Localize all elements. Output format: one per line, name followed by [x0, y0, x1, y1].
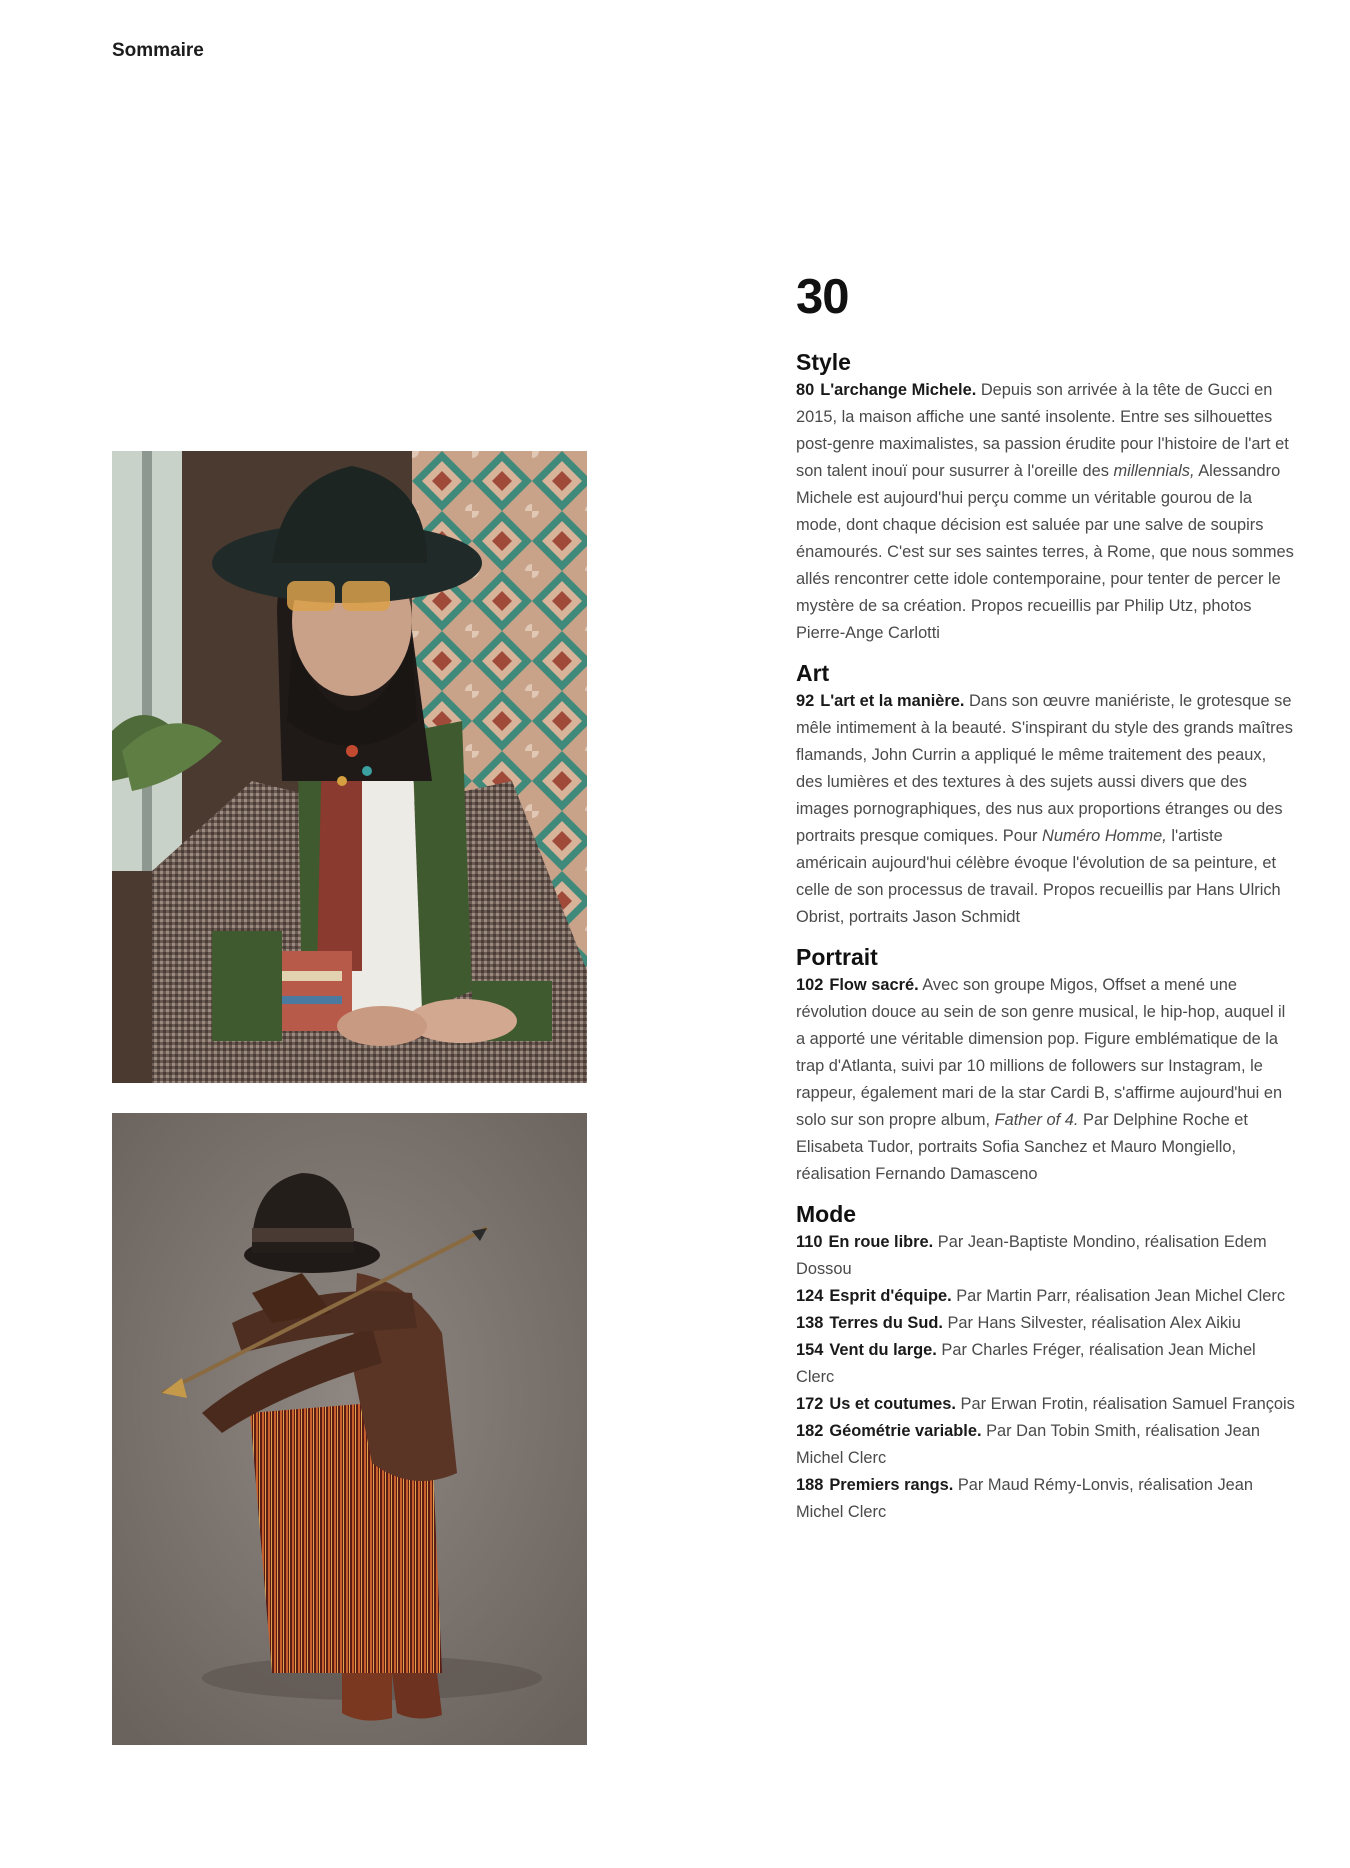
page-number: 138 [796, 1314, 824, 1332]
article-text: Par Jean-Baptiste Mondino, réalisation Edem Dossou [796, 1233, 1267, 1278]
article-title: Us et coutumes. [829, 1395, 956, 1413]
page-number: 182 [796, 1422, 824, 1440]
article-title: Esprit d'équipe. [829, 1287, 952, 1305]
toc-entry [796, 1229, 1296, 1283]
article-text-italic: Father of 4. [994, 1111, 1079, 1129]
section-title: Style [796, 349, 851, 375]
toc-entry [796, 377, 1296, 647]
article-title: L'archange Michele. [820, 381, 977, 399]
section-style [796, 348, 1296, 647]
article-text: Alessandro Michele est aujourd'hui perçu comme un véritable gourou de la mode, dont chaque décision est saluée par une salve de soupirs énamourés. C'est sur ses saintes terres, à Rome, que nous sommes allés rencontrer cette idole contemporaine, pour tenter de percer le mystère de sa création. Propos recueillis par Philip Utz, photos Pierre-Ange Carlotti [796, 462, 1294, 642]
article-text: Par Erwan Frotin, réalisation Samuel François [960, 1395, 1295, 1413]
page-number: 102 [796, 976, 824, 994]
portrait-photo-alessandro-michele [112, 451, 587, 1083]
article-text: Par Martin Parr, réalisation Jean Michel Clerc [956, 1287, 1286, 1305]
page-number: 188 [796, 1476, 824, 1494]
toc-entry [796, 1472, 1296, 1526]
toc-entry [796, 688, 1296, 931]
article-title: Vent du large. [829, 1341, 937, 1359]
article-text-italic: millennials, [1113, 462, 1195, 480]
section-title: Art [796, 660, 830, 686]
article-text: Par Dan Tobin Smith, réalisation Jean Michel Clerc [796, 1422, 1261, 1467]
article-title: Flow sacré. [829, 976, 919, 994]
article-text: Par Maud Rémy-Lonvis, réalisation Jean Michel Clerc [796, 1476, 1253, 1521]
article-title: Géométrie variable. [829, 1422, 982, 1440]
article-title: Terres du Sud. [829, 1314, 943, 1332]
toc-entry [796, 1283, 1296, 1310]
page-number: 110 [796, 1233, 823, 1251]
section-mode [796, 1200, 1296, 1526]
article-text: Dans son œuvre maniériste, le grotesque se mêle intimement à la beauté. S'inspirant du style des grands maîtres flamands, John Currin a appliqué le même traitement des peaux, des lumières et des textures à des sujets aussi divers que des images pornographiques, des nus aux proportions étranges ou des portraits presque comiques. Pour [796, 692, 1293, 845]
toc-entry [796, 1418, 1296, 1472]
toc-entry [796, 972, 1296, 1188]
page-number: 172 [796, 1395, 824, 1413]
article-text: Avec son groupe Migos, Offset a mené une révolution douce au sein de son genre musical, le hip-hop, auquel il a apporté une véritable dimension pop. Figure emblématique de la trap d'Atlanta, suivi par 10 millions de followers sur Instagram, le rappeur, également mari de la star Cardi B, s'affirme aujourd'hui en solo sur son propre album, [796, 976, 1286, 1129]
portrait-photo-offset [112, 1113, 587, 1745]
section-title: Portrait [796, 944, 878, 970]
toc-entry [796, 1391, 1296, 1418]
page-header: Sommaire [112, 40, 204, 61]
article-text: Depuis son arrivée à la tête de Gucci en 2015, la maison affiche une santé insolente. Entre ses silhouettes post-genre maximalistes, sa passion érudite pour l'histoire de l'art et son talent inouï pour susurrer à l'oreille des [796, 381, 1289, 480]
issue-number: 30 [796, 270, 849, 324]
section-title: Mode [796, 1201, 857, 1227]
page-number: 124 [796, 1287, 824, 1305]
article-text: l'artiste américain aujourd'hui célèbre évoque l'évolution de sa peinture, et celle de son processus de travail. Propos recueillis par Hans Ulrich Obrist, portraits Jason Schmidt [796, 827, 1281, 926]
article-text-italic: Numéro Homme, [1042, 827, 1167, 845]
table-of-contents [796, 268, 1296, 1538]
section-art [796, 659, 1296, 931]
page-number: 92 [796, 692, 815, 710]
section-portrait [796, 943, 1296, 1188]
article-title: Premiers rangs. [829, 1476, 954, 1494]
article-text: Par Delphine Roche et Elisabeta Tudor, portraits Sofia Sanchez et Mauro Mongiello, réalisation Fernando Damasceno [796, 1111, 1248, 1183]
article-text: Par Hans Silvester, réalisation Alex Aikiu [947, 1314, 1241, 1332]
article-text: Par Charles Fréger, réalisation Jean Michel Clerc [796, 1341, 1256, 1386]
toc-entry [796, 1337, 1296, 1391]
page-number: 80 [796, 381, 815, 399]
article-title: En roue libre. [828, 1233, 934, 1251]
article-title: L'art et la manière. [820, 692, 965, 710]
toc-entry [796, 1310, 1296, 1337]
page-number: 154 [796, 1341, 824, 1359]
